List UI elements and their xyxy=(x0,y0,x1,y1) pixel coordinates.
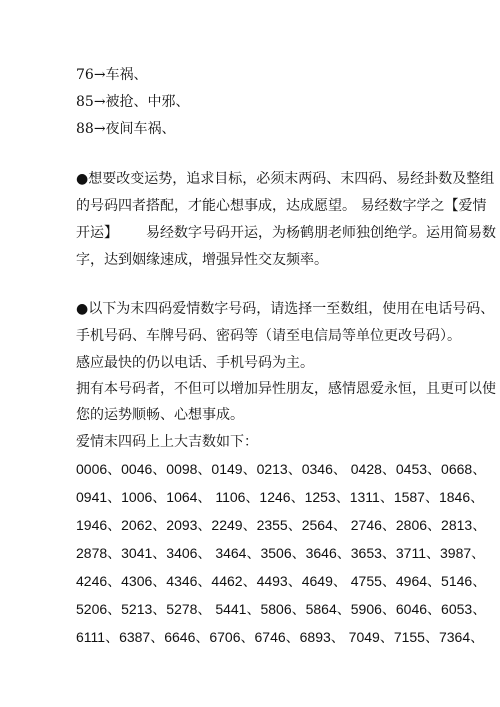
number-list-line: 2878、3041、3406、 3464、3506、3646、3653、3711、3987、 xyxy=(76,545,486,561)
number-list-line: 0006、0046、0098、0149、0213、0346、 0428、0453、0668、 xyxy=(76,461,487,477)
paragraph-line: 感应最快的仍以电话、手机号码为主。 xyxy=(76,355,314,371)
section-heading: 开运】 xyxy=(76,225,118,241)
number-list-line: 0941、1006、1064、 1106、1246、1253、1311、1587、1846、 xyxy=(76,489,485,505)
meaning-line: 88→夜间车祸、 xyxy=(76,121,176,137)
paragraph-text: 易经数字号码开运，为杨鹤朋老师独创绝学。运用简易数 xyxy=(146,225,496,241)
paragraph-line: ●想要改变运势，追求目标，必须末两码、末四码、易经卦数及整组 xyxy=(76,171,495,187)
paragraph-line: 的号码四者搭配，才能心想事成，达成愿望。 易经数字学之【爱情 xyxy=(76,198,487,214)
meaning-line: 85→被抢、中邪、 xyxy=(76,94,190,110)
number-list-line: 5206、5213、5278、 5441、5806、5864、5906、6046、6053、 xyxy=(76,601,487,617)
paragraph-line: 字，达到姻缘速成，增强异性交友频率。 xyxy=(76,252,328,268)
paragraph-line: 手机号码、车牌号码、密码等（请至电信局等单位更改号码）。 xyxy=(76,328,461,344)
number-list-line: 6111、6387、6646、6706、6746、6893、 7049、7155、7364、 xyxy=(76,629,485,645)
paragraph-line: ●以下为末四码爱情数字号码，请选择一至数组，使用在电话号码、 xyxy=(76,301,495,317)
number-list-line: 1946、2062、2093、2249、2355、2564、 2746、2806、2813、 xyxy=(76,517,487,533)
paragraph-line: 爱情末四码上上大吉数如下： xyxy=(76,434,258,450)
paragraph-line: 您的运势顺畅、心想事成。 xyxy=(76,407,244,423)
number-list-line: 4246、4306、4346、4462、4493、4649、 4755、4964、5146、 xyxy=(76,573,487,589)
paragraph-line xyxy=(76,224,496,242)
meaning-line: 76→车祸、 xyxy=(76,67,148,83)
paragraph-line: 拥有本号码者，不但可以增加异性朋友，感情恩爱永恒，且更可以使 xyxy=(76,381,496,397)
